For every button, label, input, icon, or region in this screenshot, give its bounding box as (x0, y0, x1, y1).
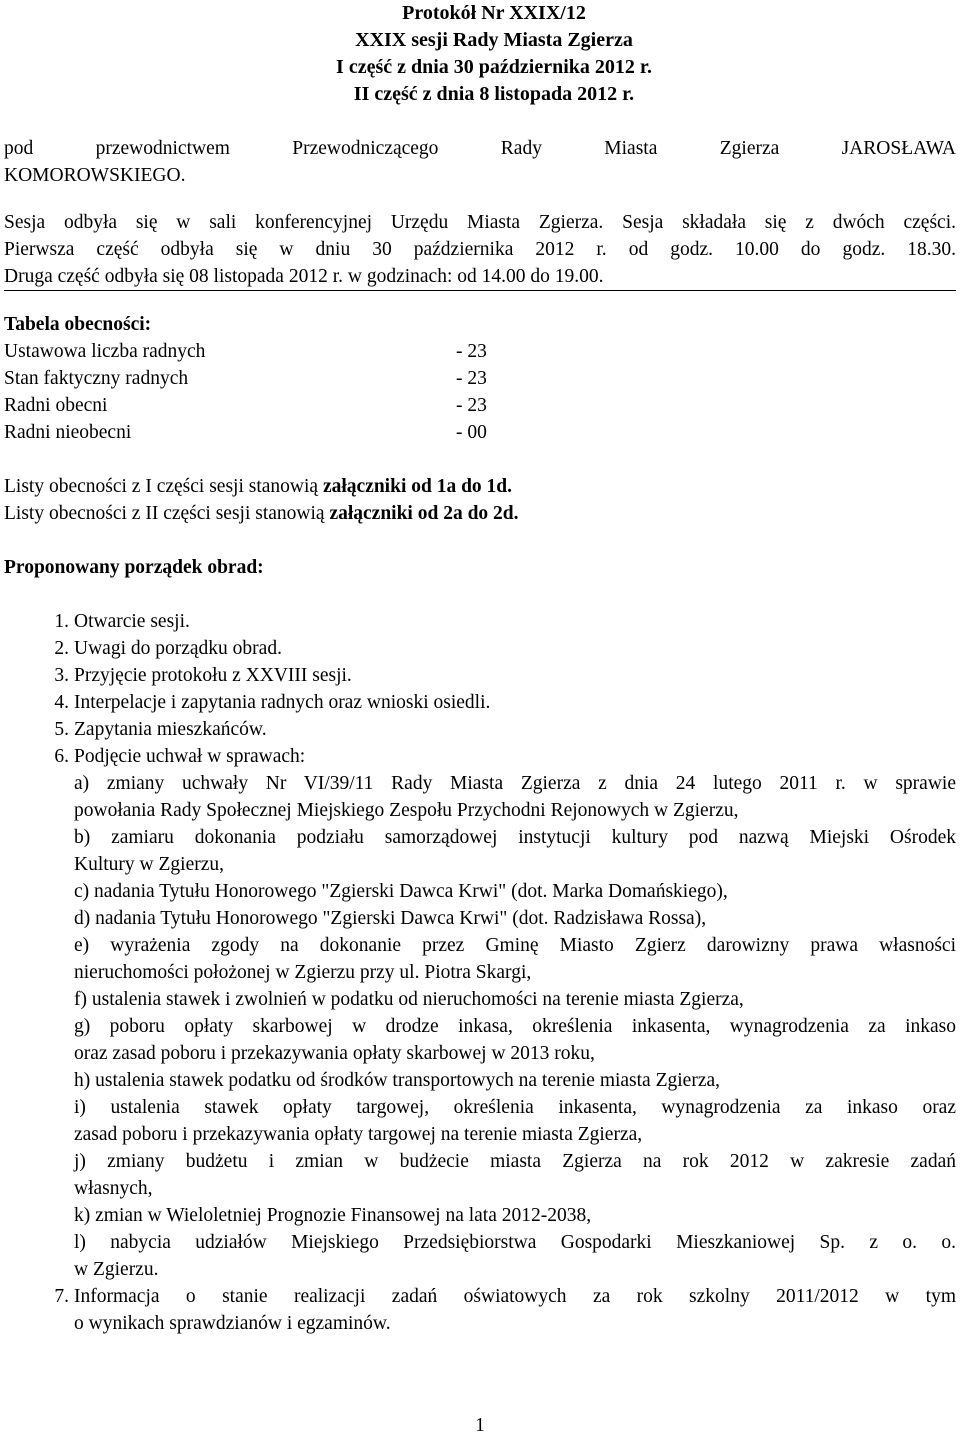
attendance-row: Radni obecni - 23 (4, 395, 487, 416)
attendance-title: Tabela obecności: (4, 314, 152, 335)
subitem-c: c) nadania Tytułu Honorowego "Zgierski Dawca Krwi" (dot. Marka Domańskiego), (74, 881, 728, 902)
agenda-item: 5. Zapytania mieszkańców. (54, 719, 267, 740)
agenda-title: Proponowany porządek obrad: (4, 557, 264, 578)
attendance-row: Radni nieobecni - 00 (4, 422, 487, 443)
subitem-g: g) poboru opłaty skarbowej w drodze inkasa, określenia inkasenta, wynagrodzenia za inkaso (74, 1016, 956, 1037)
subitem-h: h) ustalenia stawek podatku od środków transportowych na terenie miasta Zgierza, (74, 1070, 721, 1091)
part-two-date: II część z dnia 8 listopada 2012 r. (353, 83, 635, 105)
protocol-header (4, 0, 956, 108)
subitem-b: b) zamiaru dokonania podziału samorządowej instytucji kultury pod nazwą Miejski Ośrodek (74, 827, 956, 848)
agenda-item: 2. Uwagi do porządku obrad. (54, 638, 282, 659)
attendance-row: Ustawowa liczba radnych - 23 (4, 341, 487, 362)
agenda-item: 1. Otwarcie sesji. (54, 611, 190, 632)
attendance-row: Stan faktyczny radnych - 23 (4, 368, 487, 389)
subitem-j: j) zmiany budżetu i zmian w budżecie miasta Zgierza na rok 2012 w zakresie zadań (74, 1151, 956, 1172)
agenda-item: 7. Informacja o stanie realizacji zadań oświatowych za rok szkolny 2011/2012 w tym o wynikach sprawdzianów i egzaminów. (54, 1286, 956, 1334)
resolution-sublist: a) zmiany uchwały Nr VI/39/11 Rady Miasta Zgierza z dnia 24 lutego 2011 r. w sprawie powołania Rady Społecznej Miejskiego Zespołu Przychodni Rejonowych w Zgierzu, b) zamiaru dokonania podziału samorządowej instytucji kultury pod nazwą Miejski Ośrodek Kultury w Zgierzu, c) nadania Tytułu Honorowego "Zgierski Dawca Krwi" (dot. Marka Domańskiego), d) nadania Tytułu Honorowego "Zgierski Dawca Krwi" (dot. Radzisława Rossa), e) wyrażenia zgody na dokonanie przez Gminę Miasto Zgierz darowizny prawa własności nieruchomości położonej w Zgierzu przy ul. Piotra Skargi, f) ustalenia stawek i zwolnień w podatku od nieruchomości na terenie miasta Zgierza, g) poboru opłaty skarbowej w drodze inkasa, określenia inkasenta, wynagrodzenia za inkaso oraz zasad poboru i przekazywania opłaty skarbowej w 2013 roku, h) ustalenia stawek podatku od środków transportowych na terenie miasta Zgierza, i) ustalenia stawek opłaty targowej, określenia inkasenta, wynagrodzenia za inkaso oraz zasad poboru i przekazywania opłaty targowej na terenie miasta Zgierza, j) zmiany budżetu i zmian w budżecie miasta Zgierza na rok 2012 w zakresie zadań własnych, k) zmian w Wieloletniej Prognozie Finansowej na lata 2012-2038, l) nabycia udziałów Miejskiego Przedsiębiorstwa Gospodarki Mieszkaniowej Sp. z o. o. w Zgierzu. (4, 770, 956, 1283)
document-page (4, 0, 956, 1337)
subitem-d: d) nadania Tytułu Honorowego "Zgierski Dawca Krwi" (dot. Radzisława Rossa), (74, 908, 707, 929)
agenda-item: 3. Przyjęcie protokołu z XXVIII sesji. (54, 665, 352, 686)
agenda-list (4, 608, 956, 1337)
subitem-i: i) ustalenia stawek opłaty targowej, określenia inkasenta, wynagrodzenia za inkaso oraz (74, 1097, 956, 1118)
page-number: 1 (475, 1415, 485, 1436)
session-title: XXIX sesji Rady Miasta Zgierza (355, 29, 633, 51)
subitem-l: l) nabycia udziałów Miejskiego Przedsiębiorstwa Gospodarki Mieszkaniowej Sp. z o. o. (74, 1232, 956, 1253)
part-one-date: I część z dnia 30 października 2012 r. (336, 56, 652, 78)
attendance-section (4, 311, 956, 446)
chair-paragraph: pod przewodnictwem Przewodniczącego Rady Miasta Zgierza JAROSŁAWA KOMOROWSKIEGO. (4, 138, 956, 186)
agenda-item: 6. Podjęcie uchwał w sprawach: (54, 746, 306, 767)
subitem-k: k) zmian w Wieloletniej Prognozie Finansowej na lata 2012-2038, (74, 1205, 592, 1226)
subitem-a: a) zmiany uchwały Nr VI/39/11 Rady Miasta Zgierza z dnia 24 lutego 2011 r. w sprawie (74, 773, 956, 794)
protocol-title: Protokół Nr XXIX/12 (402, 2, 586, 24)
attendance-list-part-two: Listy obecności z II części sesji stanowią załączniki od 2a do 2d. (4, 503, 519, 524)
agenda-item: 4. Interpelacje i zapytania radnych oraz wnioski osiedli. (54, 692, 491, 713)
subitem-e: e) wyrażenia zgody na dokonanie przez Gminę Miasto Zgierz darowizny prawa własności (74, 935, 956, 956)
session-paragraph: Sesja odbyła się w sali konferencyjnej Urzędu Miasta Zgierza. Sesja składała się z dwóch części. Pierwsza część odbyła się w dniu 30 października 2012 r. od godz. 10.00 do godz. 18.30. Druga część odbyła się 08 listopada 2012 r. w godzinach: od 14.00 do 19.00. (4, 209, 956, 291)
attendance-lists (4, 473, 956, 527)
attendance-list-part-one: Listy obecności z I części sesji stanowią załączniki od 1a do 1d. (4, 476, 513, 497)
subitem-f: f) ustalenia stawek i zwolnień w podatku od nieruchomości na terenie miasta Zgierza, (74, 989, 744, 1010)
